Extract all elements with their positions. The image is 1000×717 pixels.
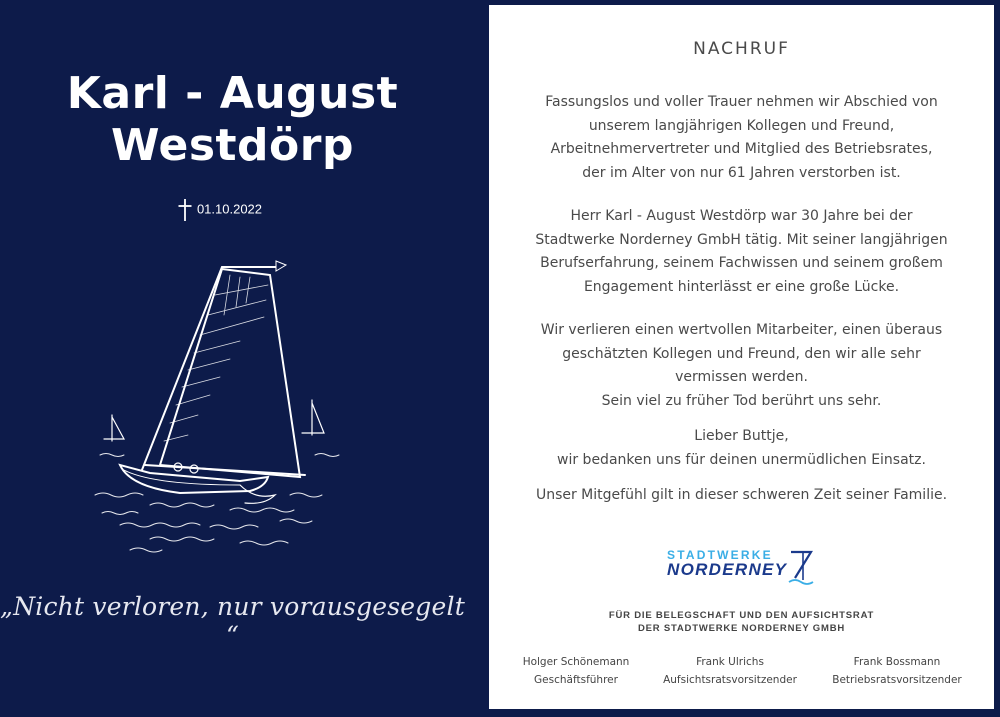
paragraph-3 (489, 319, 994, 413)
deceased-name (0, 68, 465, 172)
text-line: unserem langjährigen Kollegen und Freund, (588, 117, 895, 134)
sail-logo-icon (787, 548, 815, 588)
cross-icon (178, 198, 192, 222)
text-line: wir bedanken uns für deinen unermüdlichen Einsatz. (557, 451, 926, 468)
name-line-1: Karl - August (66, 68, 399, 119)
sailboat-drawing (90, 255, 350, 555)
text-line: Unser Mitgefühl gilt in dieser schweren Zeit seiner Familie. (535, 487, 948, 503)
paragraph-1 (489, 91, 994, 185)
signatory-role: Aufsichtsratsvorsitzender (663, 674, 797, 686)
text-line: Sein viel zu früher Tod berührt uns sehr. (601, 392, 882, 409)
text-line: geschätzten Kollegen und Freund, den wir alle sehr (562, 345, 921, 362)
logo-line-2: NORDERNEY (667, 560, 788, 579)
death-date: 01.10.2022 (196, 201, 263, 217)
name-line-2: Westdörp (111, 120, 354, 171)
obituary-heading: NACHRUF (693, 39, 790, 59)
stadtwerke-logo (667, 548, 817, 590)
signatory-1 (491, 653, 661, 689)
paragraph-2 (489, 205, 994, 299)
signatory-2 (645, 653, 815, 689)
logo-line-1: STADTWERKE (667, 548, 773, 562)
text-line: der im Alter von nur 61 Jahren verstorben ist. (582, 164, 901, 181)
signatory-name: Frank Bossmann (853, 656, 941, 668)
obituary-body (489, 91, 994, 528)
signatory-3 (812, 653, 982, 689)
text-line: Fassungslos und voller Trauer nehmen wir Abschied von (545, 94, 938, 110)
signatory-name: Frank Ulrichs (696, 656, 764, 668)
signatory-role: Geschäftsführer (534, 674, 618, 686)
signatory-group (489, 609, 994, 635)
text-line: Lieber Buttje, (694, 428, 789, 444)
text-line: Herr Karl - August Westdörp war 30 Jahre bei der (570, 208, 913, 224)
text-line: Wir verlieren einen wertvollen Mitarbeiter, einen überaus (540, 322, 943, 338)
obituary-card (489, 5, 994, 709)
text-line: Stadtwerke Norderney GmbH tätig. Mit seiner langjährigen (535, 231, 948, 248)
motto: „Nicht verloren, nur vorausgesegelt “ (0, 592, 465, 650)
signatory-role: Betriebsratsvorsitzender (832, 674, 962, 686)
paragraph-5 (489, 484, 994, 508)
text-line: Engagement hinterlässt er eine große Lücke. (583, 278, 900, 295)
death-date-line (0, 198, 440, 222)
for-line-2: DER STADTWERKE NORDERNEY GMBH (637, 623, 846, 634)
text-line: vermissen werden. (675, 369, 808, 385)
text-line: Berufserfahrung, seinem Fachwissen und seinem großem (540, 255, 943, 271)
left-panel (0, 0, 490, 717)
for-line-1: FÜR DIE BELEGSCHAFT UND DEN AUFSICHTSRAT (608, 610, 875, 621)
text-line: Arbeitnehmervertreter und Mitglied des Betriebsrates, (550, 141, 933, 157)
signatory-name: Holger Schönemann (522, 656, 630, 668)
paragraph-4 (489, 425, 994, 472)
